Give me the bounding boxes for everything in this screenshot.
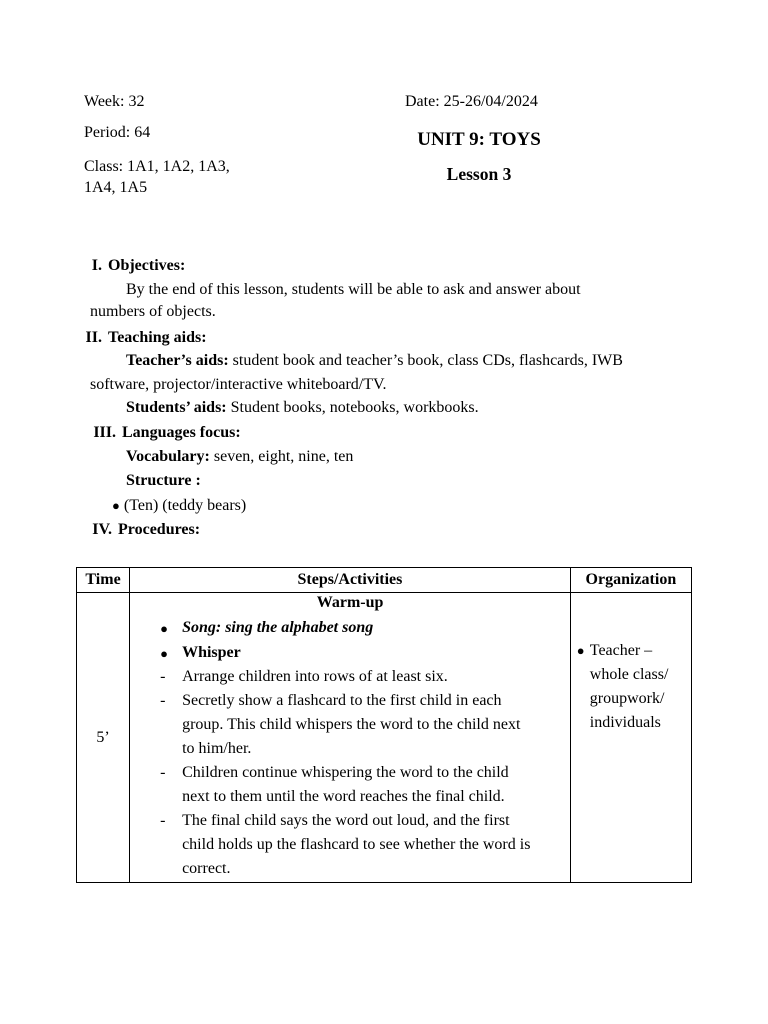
teaching-aids-heading <box>73 329 207 347</box>
structure-label: Structure : <box>126 472 201 489</box>
teacher-aids-line-2: software, projector/interactive whiteboard/TV. <box>90 376 387 393</box>
vocabulary-line <box>126 448 353 466</box>
language-focus-heading <box>73 424 241 442</box>
step-text: Secretly show a flashcard to the first child in each <box>182 692 502 709</box>
teacher-aids-label: Teacher’s aids: <box>126 352 229 369</box>
step-text: The final child says the word out loud, and the first <box>182 812 510 829</box>
structure-item-text: (Ten) (teddy bears) <box>123 497 247 514</box>
vocabulary-label: Vocabulary: <box>126 448 210 465</box>
section-title: Languages focus: <box>122 424 241 441</box>
section-number: III. <box>93 424 116 441</box>
header-time: Time <box>77 568 130 593</box>
song-activity: Song: sing the alphabet song <box>182 619 374 636</box>
structure-item <box>112 497 246 515</box>
bullet-icon: ● <box>160 621 168 636</box>
organization-line: whole class/ <box>589 666 669 683</box>
step-text: to him/her. <box>182 740 252 757</box>
section-number: I. <box>91 257 102 274</box>
step-text: next to them until the word reaches the final child. <box>182 788 505 805</box>
step-text: Children continue whispering the word to the child <box>182 764 509 781</box>
period-label: Period: 64 <box>84 124 151 141</box>
teacher-aids-text: student book and teacher’s book, class CDs, flashcards, IWB <box>228 352 623 369</box>
header-steps: Steps/Activities <box>130 568 571 593</box>
organization-cell <box>570 593 691 883</box>
teacher-aids-line-1 <box>126 352 623 370</box>
objectives-text-line-1: By the end of this lesson, students will be able to ask and answer about <box>126 281 581 298</box>
bullet-icon: ● <box>112 498 120 513</box>
stage-title: Warm-up <box>316 594 384 611</box>
organization-line: individuals <box>589 714 661 731</box>
procedures-heading <box>73 521 200 539</box>
table-row <box>77 593 692 883</box>
vocabulary-text: seven, eight, nine, ten <box>209 448 354 465</box>
lesson-title: Lesson 3 <box>446 164 512 184</box>
step-text: child holds up the flashcard to see whether the word is <box>182 836 531 853</box>
student-aids-text: Student books, notebooks, workbooks. <box>226 399 479 416</box>
time-cell: 5’ <box>77 593 130 883</box>
dash-marker: - <box>160 812 166 829</box>
table-header-row <box>77 568 692 593</box>
bullet-icon: ● <box>160 646 168 661</box>
header-organization: Organization <box>570 568 691 593</box>
dash-marker: - <box>160 668 166 685</box>
section-number: II. <box>85 329 102 346</box>
dash-marker: - <box>160 692 166 709</box>
organization-line: Teacher – <box>589 642 653 659</box>
unit-title: UNIT 9: TOYS <box>417 129 541 150</box>
class-label: Class: 1A1, 1A2, 1A3, 1A4, 1A5 <box>84 158 230 196</box>
objectives-text-line-2: numbers of objects. <box>90 303 216 320</box>
student-aids-line <box>126 399 479 417</box>
whisper-activity: Whisper <box>182 644 241 661</box>
section-title: Objectives: <box>108 257 186 274</box>
dash-marker: - <box>160 764 166 781</box>
student-aids-label: Students’ aids: <box>126 399 227 416</box>
steps-cell <box>130 593 571 883</box>
objectives-heading <box>80 257 185 275</box>
bullet-icon: ● <box>576 643 585 658</box>
week-label: Week: 32 <box>84 93 145 110</box>
step-text: group. This child whispers the word to the child next <box>182 716 521 733</box>
section-title: Procedures: <box>118 521 201 538</box>
step-text: Arrange children into rows of at least six. <box>182 668 448 685</box>
date-label: Date: 25-26/04/2024 <box>405 93 538 110</box>
section-number: IV. <box>92 521 112 538</box>
section-title: Teaching aids: <box>108 329 207 346</box>
procedures-table <box>76 567 692 883</box>
organization-line: groupwork/ <box>589 690 665 707</box>
step-text: correct. <box>182 860 231 877</box>
